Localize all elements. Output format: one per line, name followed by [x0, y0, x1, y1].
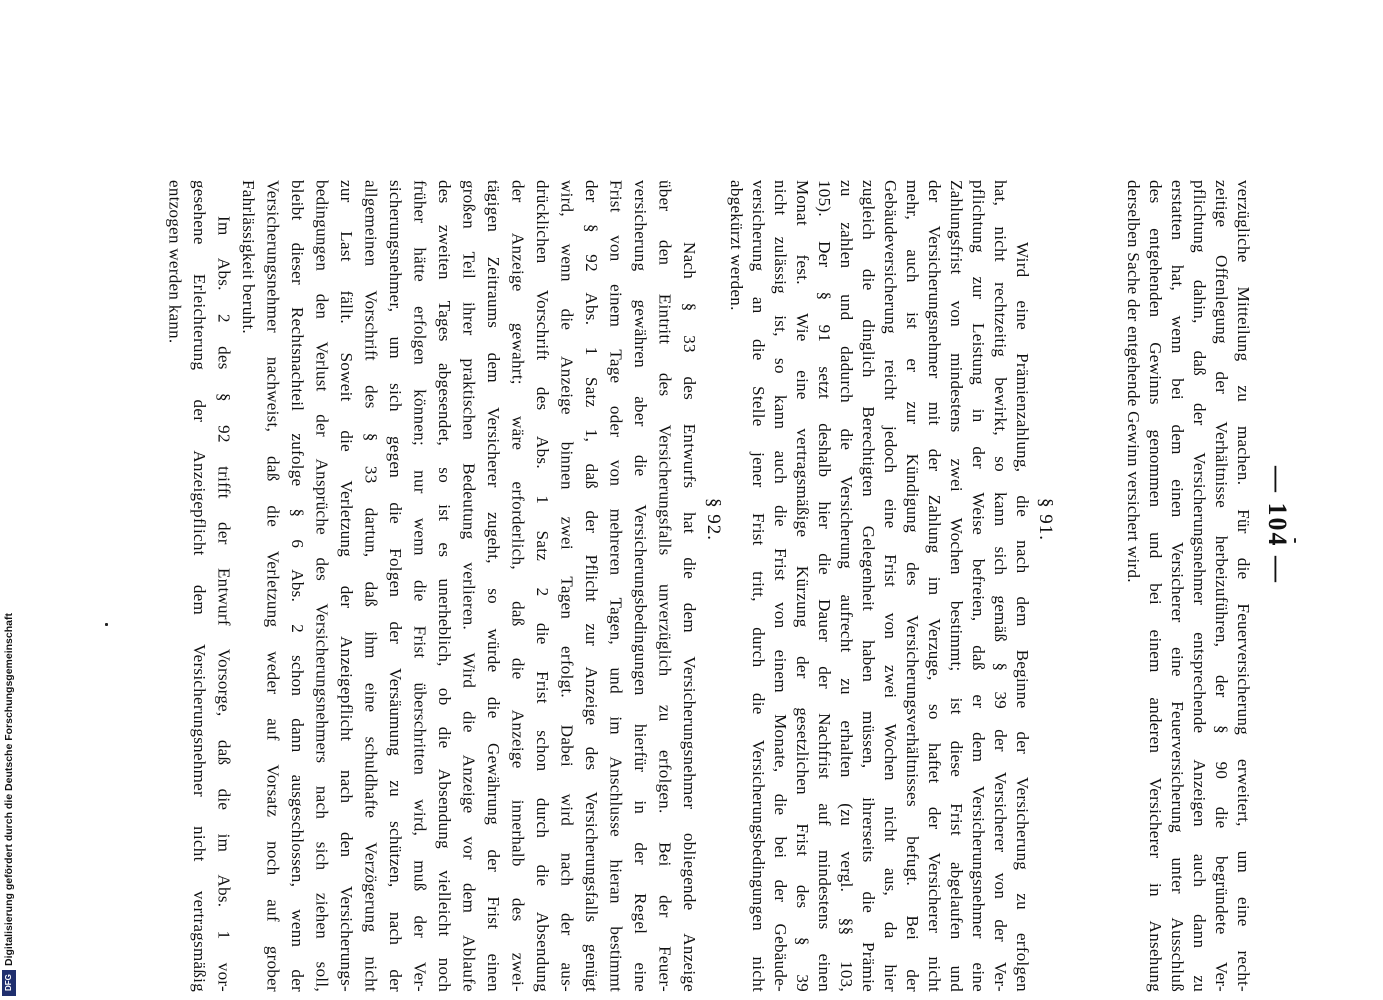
text-line: mehr, auch ist er zur Kündigung des Versicherungsverhältnisses befugt. Bei der [903, 180, 922, 992]
text-line: versicherung an die Stelle jener Frist tritt, durch die Versicherungsbedingungen nicht [749, 180, 768, 992]
dfg-logo: DFG [2, 970, 16, 996]
text-line: der Anzeige gewahrt; wäre erforderlich, daß die Anzeige innerhalb des zwei- [508, 180, 528, 992]
text-line: Wird eine Prämienzahlung, die nach dem Beginne der Versicherung zu erfolgen [1013, 242, 1032, 992]
text-line: Fahrlässigkeit beruht. [239, 180, 258, 334]
text-line: verzügliche Mitteilung zu machen. Für die Feuerversicherung erweitert, um eine recht- [1234, 180, 1253, 992]
text-line: entzogen werden kann. [165, 180, 185, 344]
text-line: der § 92 Abs. 1 Satz 1, daß der Pflicht zur Anzeige des Versicherungsfalls genügt [582, 180, 601, 992]
text-line: über den Eintritt des Versicherungsfalls unverzüglich zu erfolgen. Bei der Feuer- [655, 180, 675, 992]
text-line: Zahlungsfrist von mindestens zwei Wochen bestimmt; ist diese Frist abgelaufen und [947, 180, 966, 992]
text-line: pflichtung dahin, daß der Versicherungsnehmer entsprechende Anzeigen auch dann zu [1190, 180, 1209, 992]
text-line: erstatten hat, wenn bei dem einen Versicherer eine Feuerversicherung unter Ausschluß [1168, 180, 1187, 992]
text-line: nicht zulässig ist, so kann auch die Frist von einem Monate, die bei der Gebäude- [771, 180, 790, 992]
section-heading-92: § 92. [703, 498, 724, 541]
text-line: wird, wenn die Anzeige binnen zwei Tagen erfolgt. Dabei wird nach der aus- [557, 180, 577, 992]
text-line: früher hätte erfolgen können; nur wenn die Frist überschritten wird, muß der Ver- [410, 180, 430, 992]
text-line: zugleich die dinglich Berechtigten Gelegenheit haben müssen, ihrerseits die Prämie [859, 180, 878, 992]
text-line: hat, nicht rechtzeitig bewirkt, so kann sich gemäß § 39 der Versicherer von der Ver- [991, 180, 1010, 992]
text-line: großen Teil ihrer praktischen Bedeutung verlieren. Wird die Anzeige vor dem Ablaufe [459, 180, 479, 992]
text-line: des entgehenden Gewinns genommen und bei einem anderen Versicherer in Ansehung [1146, 180, 1165, 992]
text-line: Nach § 33 des Entwurfs hat die dem Versicherungsnehmer obliegende Anzeige [680, 242, 699, 992]
text-line: sicherungsnehmer, um sich gegen die Folgen der Versäumung zu schützen, nach der [386, 180, 405, 992]
section-92-body [162, 180, 701, 992]
dfg-watermark [1, 600, 17, 996]
text-line: tägigen Zeitraums dem Versicherer zugeht, so würde die Gewährung der Frist einen [484, 180, 503, 992]
document-body [150, 180, 1254, 992]
text-line: bleibt dieser Rechtsnachteil zufolge § 6 Abs. 2 schon dann ausgeschlossen, wenn der [288, 180, 307, 992]
text-line: gesehene Erleichterung der Anzeigepflicht dem Versicherungsnehmer nicht vertragsmäßig [190, 180, 209, 992]
text-line: pflichtung zur Leistung in der Weise befreien, daß er dem Versicherungsnehmer eine [969, 180, 988, 992]
text-line: drücklichen Vorschrift des Abs. 1 Satz 2 die Frist schon durch die Absendung [533, 180, 552, 992]
scan-speck [105, 623, 108, 626]
section-91-body [725, 180, 1033, 992]
text-line: Gebäudeversicherung reicht jedoch eine Frist von zwei Wochen nicht aus, da hier [881, 180, 900, 992]
text-line: der Versicherungsnehmer mit der Zahlung im Verzuge, so haftet der Versicherer nicht [925, 180, 944, 992]
text-line: Monat fest. Wie eine vertragsmäßige Kürzung der gesetzlichen Frist des § 39 [793, 180, 812, 992]
text-line: abgekürzt werden. [727, 180, 746, 311]
text-line: zu zahlen und dadurch die Versicherung aufrecht zu erhalten (zu vergl. §§ 103, [837, 180, 856, 992]
page-number: — 104 — [1263, 466, 1292, 584]
text-line: zur Last fällt. Soweit die Verletzung der Anzeigepflicht nach den Versicherungs- [337, 180, 356, 992]
text-line: zeitige Offenlegung der Verhältnisse herbeizuführen, der § 90 die begründete Ver- [1212, 180, 1231, 992]
text-line: versicherung gewähren aber die Versicherungsbedingungen hierfür in der Regel eine [631, 180, 650, 992]
text-line: 105). Der § 91 setzt deshalb hier die Dauer der Nachfrist auf mindestens einen [815, 180, 834, 992]
text-line: Versicherungsnehmer nachweist, daß die Verletzung weder auf Vorsatz noch auf grober [263, 180, 283, 992]
text-line: derselben Sache der entgehende Gewinn versichert wird. [1124, 180, 1143, 583]
text-line: Im Abs. 2 des § 92 trifft der Entwurf Vorsorge, daß die im Abs. 1 vor- [214, 216, 234, 992]
text-line: Frist von einem Tage oder von mehreren Tagen, und im Anschlusse hieran bestimmt [606, 180, 626, 992]
dfg-watermark-text: Digitalisierung gefördert durch die Deutsche Forschungsgemeinschaft [3, 613, 15, 966]
text-line: allgemeinen Vorschrift des § 33 dartun, daß ihm eine schuldhafte Verzögerung nicht [361, 180, 381, 992]
section-heading-91: § 91. [1035, 498, 1056, 541]
text-line: des zweiten Tages abgesendet, so ist es unerheblich, ob die Absendung vielleicht noch [435, 180, 454, 992]
scan-speck [1294, 538, 1296, 543]
paragraph-continuation [1122, 180, 1254, 992]
text-line: bedingungen den Verlust der Ansprüche des Versicherungsnehmers nach sich ziehen soll, [312, 180, 332, 992]
